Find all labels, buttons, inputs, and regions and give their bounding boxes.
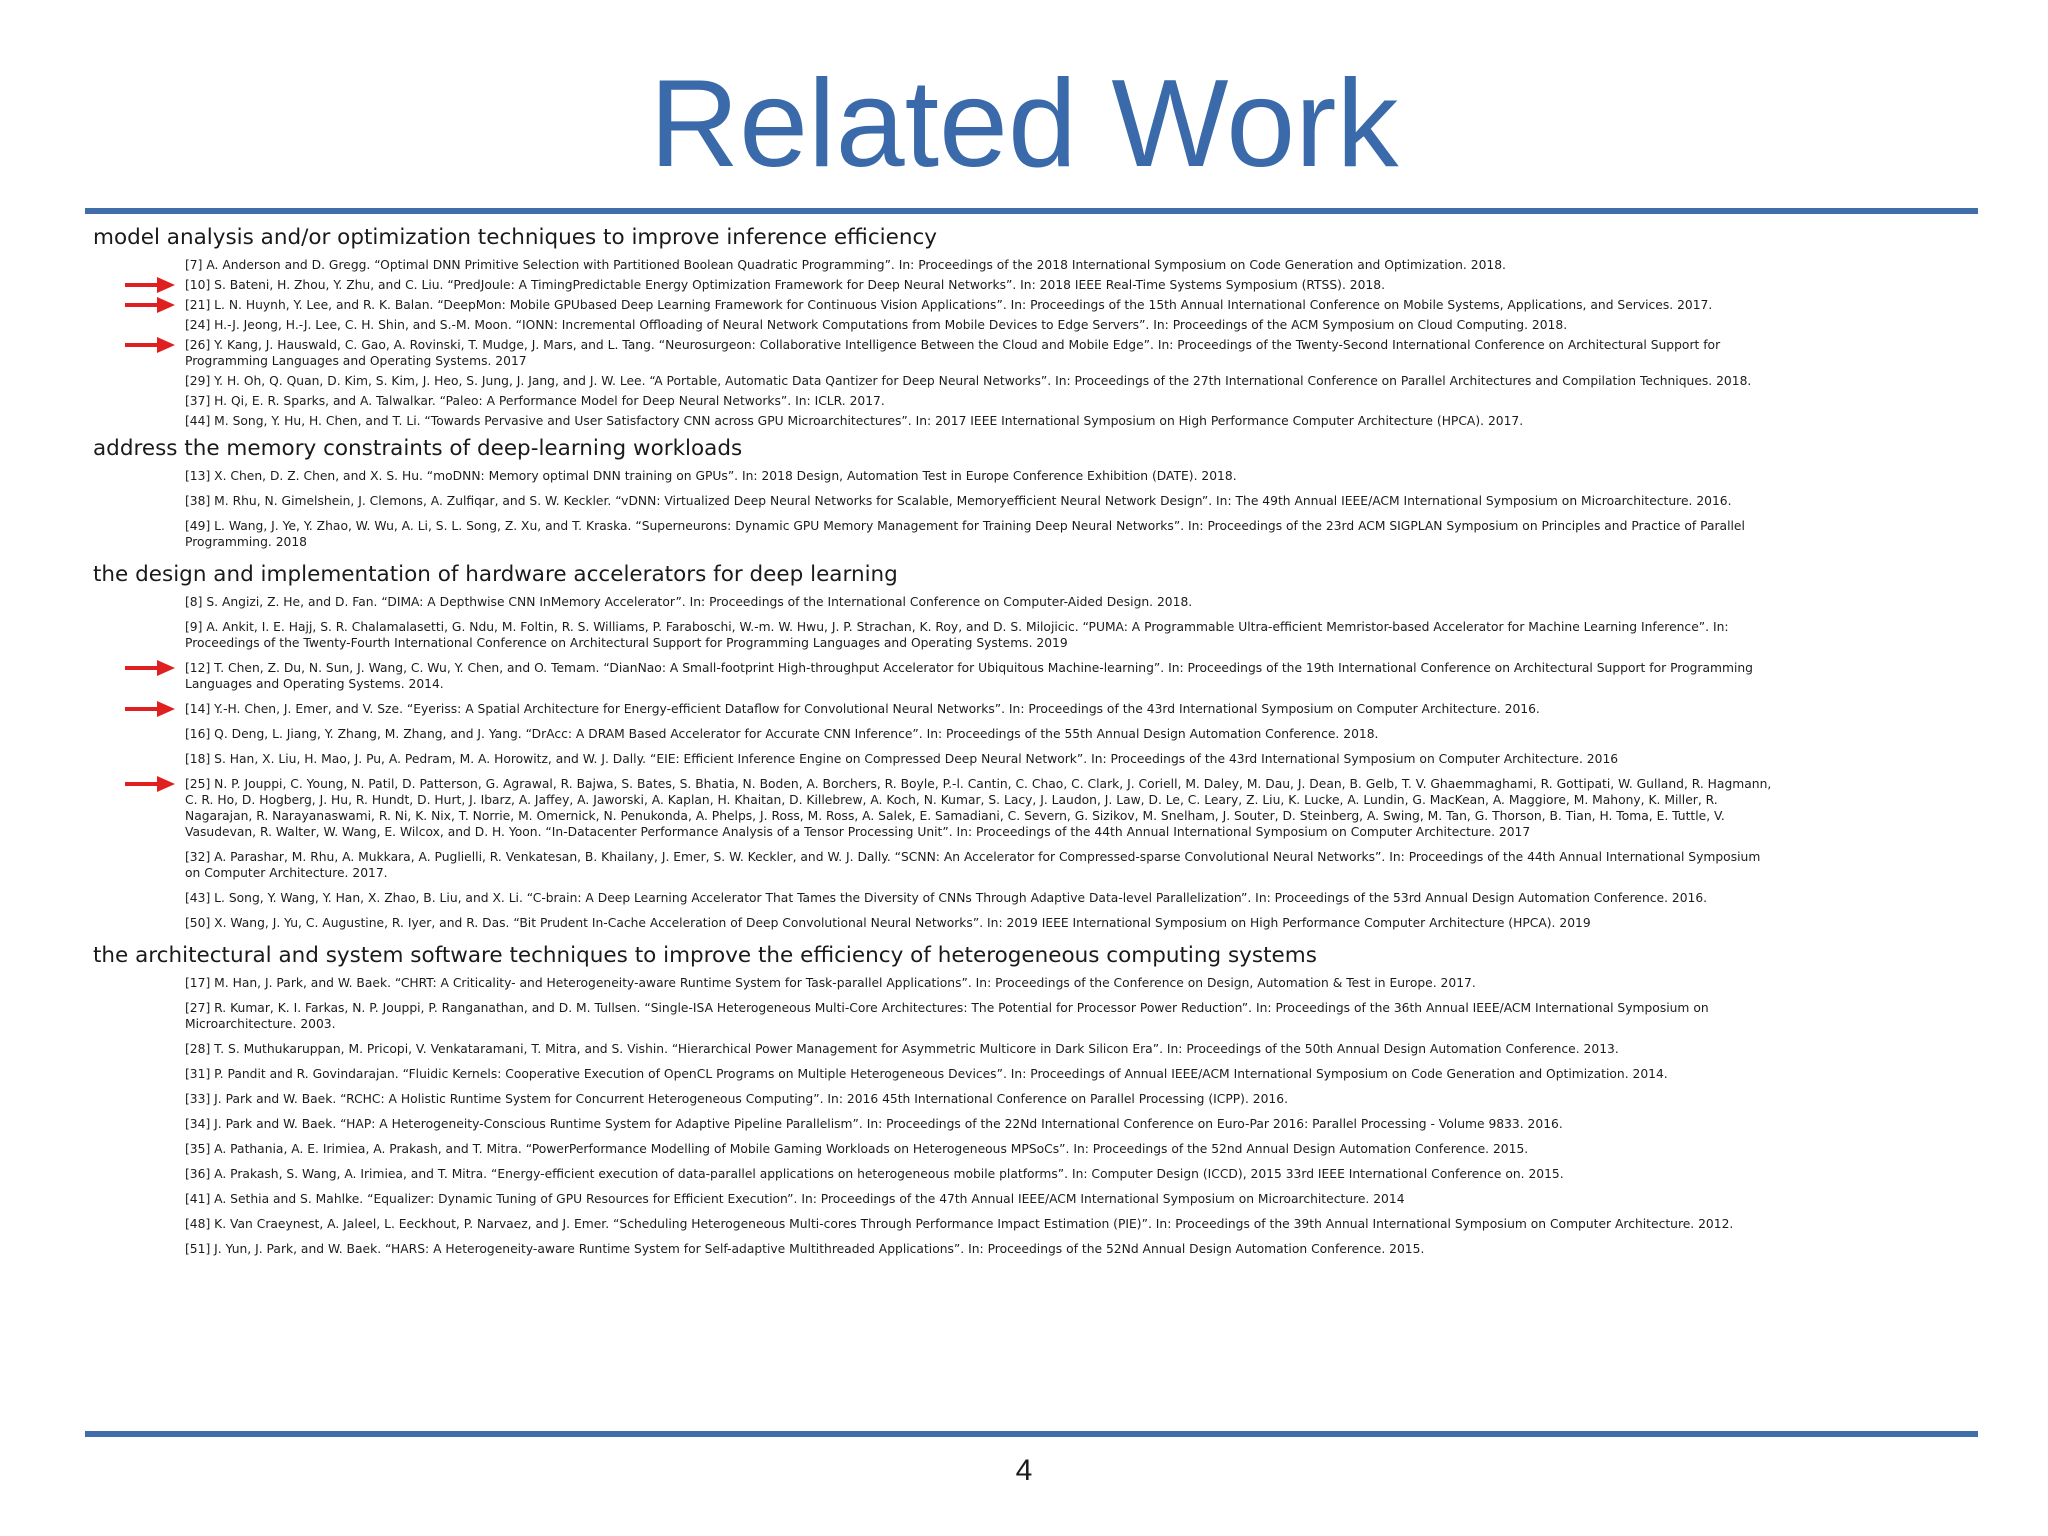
reference-text: [12] T. Chen, Z. Du, N. Sun, J. Wang, C. Wu, Y. Chen, and O. Temam. “DianNao: A Small-footprint High-throughput Accelerator for Ubiquitous Machine-learning”. In: Proceedings of the 19th International Conference on Architectural Support for Programming Languages and Operating Systems. 2014. — [185, 661, 1753, 691]
reference-item — [185, 1000, 1773, 1032]
reference-item — [185, 1141, 1773, 1157]
reference-text: [31] P. Pandit and R. Govindarajan. “Fluidic Kernels: Cooperative Execution of OpenCL Programs on Multiple Heterogeneous Devices”. In: Proceedings of Annual IEEE/ACM International Symposium on Code Generation and Optimization. 2014. — [185, 1067, 1668, 1081]
reference-item — [185, 726, 1773, 742]
reference-list — [93, 975, 1773, 1257]
red-arrow-icon — [125, 660, 175, 676]
reference-item — [185, 701, 1773, 717]
reference-section — [93, 940, 1773, 1257]
reference-item — [185, 1041, 1773, 1057]
reference-item — [185, 493, 1773, 509]
reference-text: [41] A. Sethia and S. Mahlke. “Equalizer: Dynamic Tuning of GPU Resources for Efficient Execution”. In: Proceedings of the 47th Annual IEEE/ACM International Symposium on Microarchitecture. 2014 — [185, 1192, 1405, 1206]
reference-text: [13] X. Chen, D. Z. Chen, and X. S. Hu. “moDNN: Memory optimal DNN training on GPUs”. In: 2018 Design, Automation Test in Europe Conference Exhibition (DATE). 2018. — [185, 469, 1237, 483]
reference-item — [185, 975, 1773, 991]
reference-item — [185, 1216, 1773, 1232]
reference-item — [185, 257, 1773, 273]
reference-text: [8] S. Angizi, Z. He, and D. Fan. “DIMA: A Depthwise CNN InMemory Accelerator”. In: Proceedings of the International Conference on Computer-Aided Design. 2018. — [185, 595, 1193, 609]
reference-text: [25] N. P. Jouppi, C. Young, N. Patil, D. Patterson, G. Agrawal, R. Bajwa, S. Bates, S. Bhatia, N. Boden, A. Borchers, R. Boyle, P.-l. Cantin, C. Chao, C. Clark, J. Coriell, M. Daley, M. Dau, J. Dean, B. Gelb, T. V. Ghaemmaghami, R. Gottipati, W. Gulland, R. Hagmann, C. R. Ho, D. Hogberg, J. Hu, R. Hundt, D. Hurt, J. Ibarz, A. Jaffey, A. Jaworski, A. Kaplan, H. Khaitan, D. Killebrew, A. Koch, N. Kumar, S. Lacy, J. Laudon, J. Law, D. Le, C. Leary, Z. Liu, K. Lucke, A. Lundin, G. MacKean, A. Maggiore, M. Mahony, K. Miller, R. Nagarajan, R. Narayanaswami, R. Ni, K. Nix, T. Norrie, M. Omernick, N. Penukonda, A. Phelps, J. Ross, M. Ross, A. Salek, E. Samadiani, C. Severn, G. Sizikov, M. Snelham, J. Souter, D. Steinberg, A. Swing, M. Tan, G. Thorson, B. Tian, H. Toma, E. Tuttle, V. Vasudevan, R. Walter, W. Wang, E. Wilcox, and D. H. Yoon. “In-Datacenter Performance Analysis of a Tensor Processing Unit”. In: Proceedings of the 44th Annual International Symposium on Computer Architecture. 2017 — [185, 777, 1772, 839]
red-arrow-icon — [125, 337, 175, 353]
reference-text: [44] M. Song, Y. Hu, H. Chen, and T. Li. “Towards Pervasive and User Satisfactory CNN across GPU Microarchitectures”. In: 2017 IEEE International Symposium on High Performance Computer Architecture (HPCA). 2017. — [185, 414, 1524, 428]
reference-text: [33] J. Park and W. Baek. “RCHC: A Holistic Runtime System for Concurrent Heterogeneous Computing”. In: 2016 45th International Conference on Parallel Processing (ICPP). 2016. — [185, 1092, 1288, 1106]
reference-item — [185, 317, 1773, 333]
reference-item — [185, 518, 1773, 550]
reference-item — [185, 594, 1773, 610]
reference-text: [34] J. Park and W. Baek. “HAP: A Heterogeneity-Conscious Runtime System for Adaptive Pipeline Parallelism”. In: Proceedings of the 22Nd International Conference on Euro-Par 2016: Parallel Processing - Volume 9833. 2016. — [185, 1117, 1563, 1131]
section-heading: the architectural and system software techniques to improve the efficiency of heterogeneous computing systems — [93, 943, 1317, 968]
reference-item — [185, 1116, 1773, 1132]
reference-text: [26] Y. Kang, J. Hauswald, C. Gao, A. Rovinski, T. Mudge, J. Mars, and L. Tang. “Neurosurgeon: Collaborative Intelligence Between the Cloud and Mobile Edge”. In: Proceedings of the Twenty-Second International Conference on Architectural Support for Programming Languages and Operating Systems. 2017 — [185, 338, 1721, 368]
reference-text: [36] A. Prakash, S. Wang, A. Irimiea, and T. Mitra. “Energy-efficient execution of data-parallel applications on heterogeneous mobile platforms”. In: Computer Design (ICCD), 2015 33rd IEEE International Conference on. 2015. — [185, 1167, 1564, 1181]
reference-section — [93, 222, 1773, 429]
reference-item — [185, 373, 1773, 389]
reference-item — [185, 413, 1773, 429]
reference-text: [9] A. Ankit, I. E. Hajj, S. R. Chalamalasetti, G. Ndu, M. Foltin, R. S. Williams, P. Faraboschi, W.-m. W. Hwu, J. P. Strachan, K. Roy, and D. S. Milojicic. “PUMA: A Programmable Ultra-efficient Memristor-based Accelerator for Machine Learning Inference”. In: Proceedings of the Twenty-Fourth International Conference on Architectural Support for Programming Languages and Operating Systems. 2019 — [185, 620, 1729, 650]
bottom-divider — [85, 1431, 1978, 1437]
reference-text: [7] A. Anderson and D. Gregg. “Optimal DNN Primitive Selection with Partitioned Boolean Quadratic Programming”. In: Proceedings of the 2018 International Symposium on Code Generation and Optimization. 2018. — [185, 258, 1506, 272]
reference-text: [14] Y.-H. Chen, J. Emer, and V. Sze. “Eyeriss: A Spatial Architecture for Energy-efficient Dataflow for Convolutional Neural Networks”. In: Proceedings of the 43rd International Symposium on Computer Architecture. 2016. — [185, 702, 1540, 716]
reference-text: [16] Q. Deng, L. Jiang, Y. Zhang, M. Zhang, and J. Yang. “DrAcc: A DRAM Based Accelerator for Accurate CNN Inference”. In: Proceedings of the 55th Annual Design Automation Conference. 2018. — [185, 727, 1379, 741]
reference-item — [185, 619, 1773, 651]
reference-text: [38] M. Rhu, N. Gimelshein, J. Clemons, A. Zulfiqar, and S. W. Keckler. “vDNN: Virtualized Deep Neural Networks for Scalable, Memoryefficient Neural Network Design”. In: The 49th Annual IEEE/ACM International Symposium on Microarchitecture. 2016. — [185, 494, 1732, 508]
reference-item — [185, 751, 1773, 767]
reference-list — [93, 257, 1773, 429]
reference-text: [27] R. Kumar, K. I. Farkas, N. P. Jouppi, P. Ranganathan, and D. M. Tullsen. “Single-ISA Heterogeneous Multi-Core Architectures: The Potential for Processor Power Reduction”. In: Proceedings of the 36th Annual IEEE/ACM International Symposium on Microarchitecture. 2003. — [185, 1001, 1709, 1031]
reference-item — [185, 297, 1773, 313]
reference-item — [185, 468, 1773, 484]
reference-item — [185, 660, 1773, 692]
reference-item — [185, 393, 1773, 409]
red-arrow-icon — [125, 277, 175, 293]
reference-text: [17] M. Han, J. Park, and W. Baek. “CHRT: A Criticality- and Heterogeneity-aware Runtime System for Task-parallel Applications”. In: Proceedings of the Conference on Design, Automation & Test in Europe. 2017. — [185, 976, 1476, 990]
page-number: 4 — [1015, 1454, 1033, 1487]
section-heading: model analysis and/or optimization techniques to improve inference efficiency — [93, 225, 938, 250]
slide-title: Related Work — [649, 55, 1399, 193]
reference-text: [24] H.-J. Jeong, H.-J. Lee, C. H. Shin, and S.-M. Moon. “IONN: Incremental Offloading of Neural Network Computations from Mobile Devices to Edge Servers”. In: Proceedings of the ACM Symposium on Cloud Computing. 2018. — [185, 318, 1568, 332]
red-arrow-icon — [125, 297, 175, 313]
reference-text: [50] X. Wang, J. Yu, C. Augustine, R. Iyer, and R. Das. “Bit Prudent In-Cache Acceleration of Deep Convolutional Neural Networks”. In: 2019 IEEE International Symposium on High Performance Computer Architecture (HPCA). 2019 — [185, 916, 1591, 930]
reference-section — [93, 433, 1773, 550]
reference-text: [29] Y. H. Oh, Q. Quan, D. Kim, S. Kim, J. Heo, S. Jung, J. Jang, and J. W. Lee. “A Portable, Automatic Data Qantizer for Deep Neural Networks”. In: Proceedings of the 27th International Conference on Parallel Architectures and Compilation Techniques. 2018. — [185, 374, 1752, 388]
reference-text: [10] S. Bateni, H. Zhou, Y. Zhu, and C. Liu. “PredJoule: A TimingPredictable Energy Optimization Framework for Deep Neural Networks”. In: 2018 IEEE Real-Time Systems Symposium (RTSS). 2018. — [185, 278, 1385, 292]
reference-list — [93, 594, 1773, 931]
reference-item — [185, 1066, 1773, 1082]
reference-item — [185, 1191, 1773, 1207]
reference-text: [35] A. Pathania, A. E. Irimiea, A. Prakash, and T. Mitra. “PowerPerformance Modelling of Mobile Gaming Workloads on Heterogeneous MPSoCs”. In: Proceedings of the 52nd Annual Design Automation Conference. 2015. — [185, 1142, 1529, 1156]
red-arrow-icon — [125, 776, 175, 792]
reference-item — [185, 849, 1773, 881]
reference-item — [185, 1166, 1773, 1182]
reference-text: [28] T. S. Muthukaruppan, M. Pricopi, V. Venkataramani, T. Mitra, and S. Vishin. “Hierarchical Power Management for Asymmetric Multicore in Dark Silicon Era”. In: Proceedings of the 50th Annual Design Automation Conference. 2013. — [185, 1042, 1619, 1056]
section-heading: address the memory constraints of deep-learning workloads — [93, 436, 743, 461]
reference-item — [185, 776, 1773, 840]
reference-text: [51] J. Yun, J. Park, and W. Baek. “HARS: A Heterogeneity-aware Runtime System for Self-adaptive Multithreaded Applications”. In: Proceedings of the 52Nd Annual Design Automation Conference. 2015. — [185, 1242, 1425, 1256]
reference-item — [185, 1241, 1773, 1257]
reference-text: [37] H. Qi, E. R. Sparks, and A. Talwalkar. “Paleo: A Performance Model for Deep Neural Networks”. In: ICLR. 2017. — [185, 394, 885, 408]
section-heading: the design and implementation of hardware accelerators for deep learning — [93, 562, 898, 587]
reference-list — [93, 468, 1773, 550]
reference-text: [49] L. Wang, J. Ye, Y. Zhao, W. Wu, A. Li, S. L. Song, Z. Xu, and T. Kraska. “Superneurons: Dynamic GPU Memory Management for Training Deep Neural Networks”. In: Proceedings of the 23rd ACM SIGPLAN Symposium on Principles and Practice of Parallel Programming. 2018 — [185, 519, 1745, 549]
reference-text: [18] S. Han, X. Liu, H. Mao, J. Pu, A. Pedram, M. A. Horowitz, and W. J. Dally. “EIE: Efficient Inference Engine on Compressed Deep Neural Network”. In: Proceedings of the 43rd International Symposium on Computer Architecture. 2016 — [185, 752, 1619, 766]
reference-item — [185, 1091, 1773, 1107]
reference-item — [185, 277, 1773, 293]
reference-text: [43] L. Song, Y. Wang, Y. Han, X. Zhao, B. Liu, and X. Li. “C-brain: A Deep Learning Accelerator That Tames the Diversity of CNNs Through Adaptive Data-level Parallelization”. In: Proceedings of the 53rd Annual Design Automation Conference. 2016. — [185, 891, 1708, 905]
reference-text: [21] L. N. Huynh, Y. Lee, and R. K. Balan. “DeepMon: Mobile GPUbased Deep Learning Framework for Continuous Vision Applications”. In: Proceedings of the 15th Annual International Conference on Mobile Systems, Applications, and Services. 2017. — [185, 298, 1713, 312]
reference-text: [32] A. Parashar, M. Rhu, A. Mukkara, A. Puglielli, R. Venkatesan, B. Khailany, J. Emer, S. W. Keckler, and W. J. Dally. “SCNN: An Accelerator for Compressed-sparse Convolutional Neural Networks”. In: Proceedings of the 44th Annual International Symposium on Computer Architecture. 2017. — [185, 850, 1761, 880]
references-content — [93, 222, 1773, 1266]
reference-text: [48] K. Van Craeynest, A. Jaleel, L. Eeckhout, P. Narvaez, and J. Emer. “Scheduling Heterogeneous Multi-cores Through Performance Impact Estimation (PIE)”. In: Proceedings of the 39th Annual International Symposium on Computer Architecture. 2012. — [185, 1217, 1734, 1231]
red-arrow-icon — [125, 701, 175, 717]
top-divider — [85, 208, 1978, 214]
reference-item — [185, 890, 1773, 906]
reference-section — [93, 559, 1773, 931]
reference-item — [185, 915, 1773, 931]
reference-item — [185, 337, 1773, 369]
